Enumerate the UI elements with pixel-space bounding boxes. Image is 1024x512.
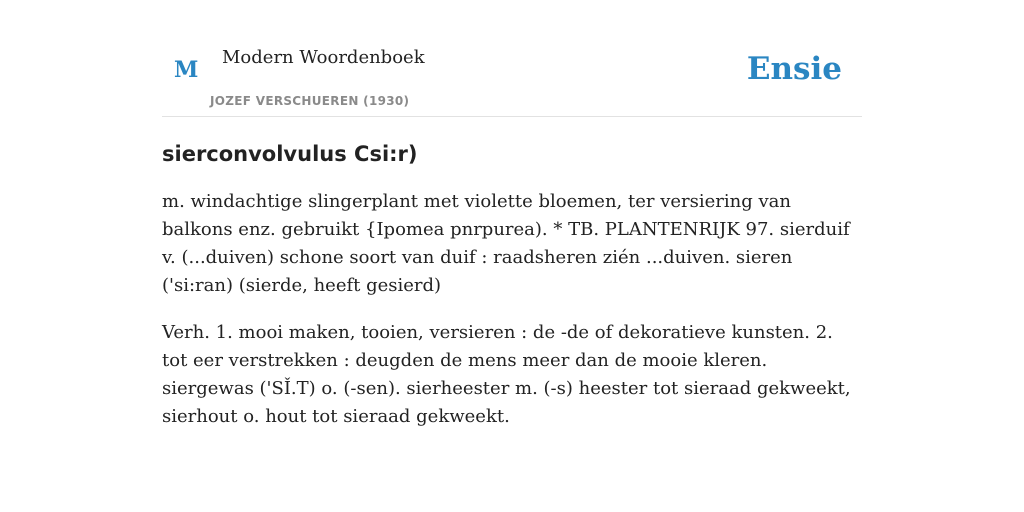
dictionary-logo[interactable]: M [174,57,199,83]
entry-paragraph-2: Verh. 1. mooi maken, tooien, versieren : de -de of dekoratieve kunsten. 2. tot eer verstrekken : deugden de mens meer dan de mooie kleren. siergewas ('SǏ.T) o. (-sen). sierheester m. (-s) heester tot sieraad gekweekt, sierhout o. hout tot sieraad gekweekt. [162,322,851,427]
book-title-link[interactable]: Modern Woordenboek [222,47,425,68]
entry-paragraph-1: m. windachtige slingerplant met violette bloemen, ter versiering van balkons enz. gebruikt {Ipomea pnrpurea). * TB. PLANTENRIJK 97. sierduif v. (...duiven) schone soort van duif : raadsheren zién ...duiven. sieren ('si:ran) (sierde, heeft gesierd) [162,191,850,296]
dictionary-header [162,0,862,117]
book-author: JOZEF VERSCHUEREN (1930) [210,94,410,108]
entry-content [162,136,862,450]
entry-headword: sierconvolvulus Csi:r) [162,142,418,166]
ensie-logo[interactable]: Ensie [746,51,842,87]
